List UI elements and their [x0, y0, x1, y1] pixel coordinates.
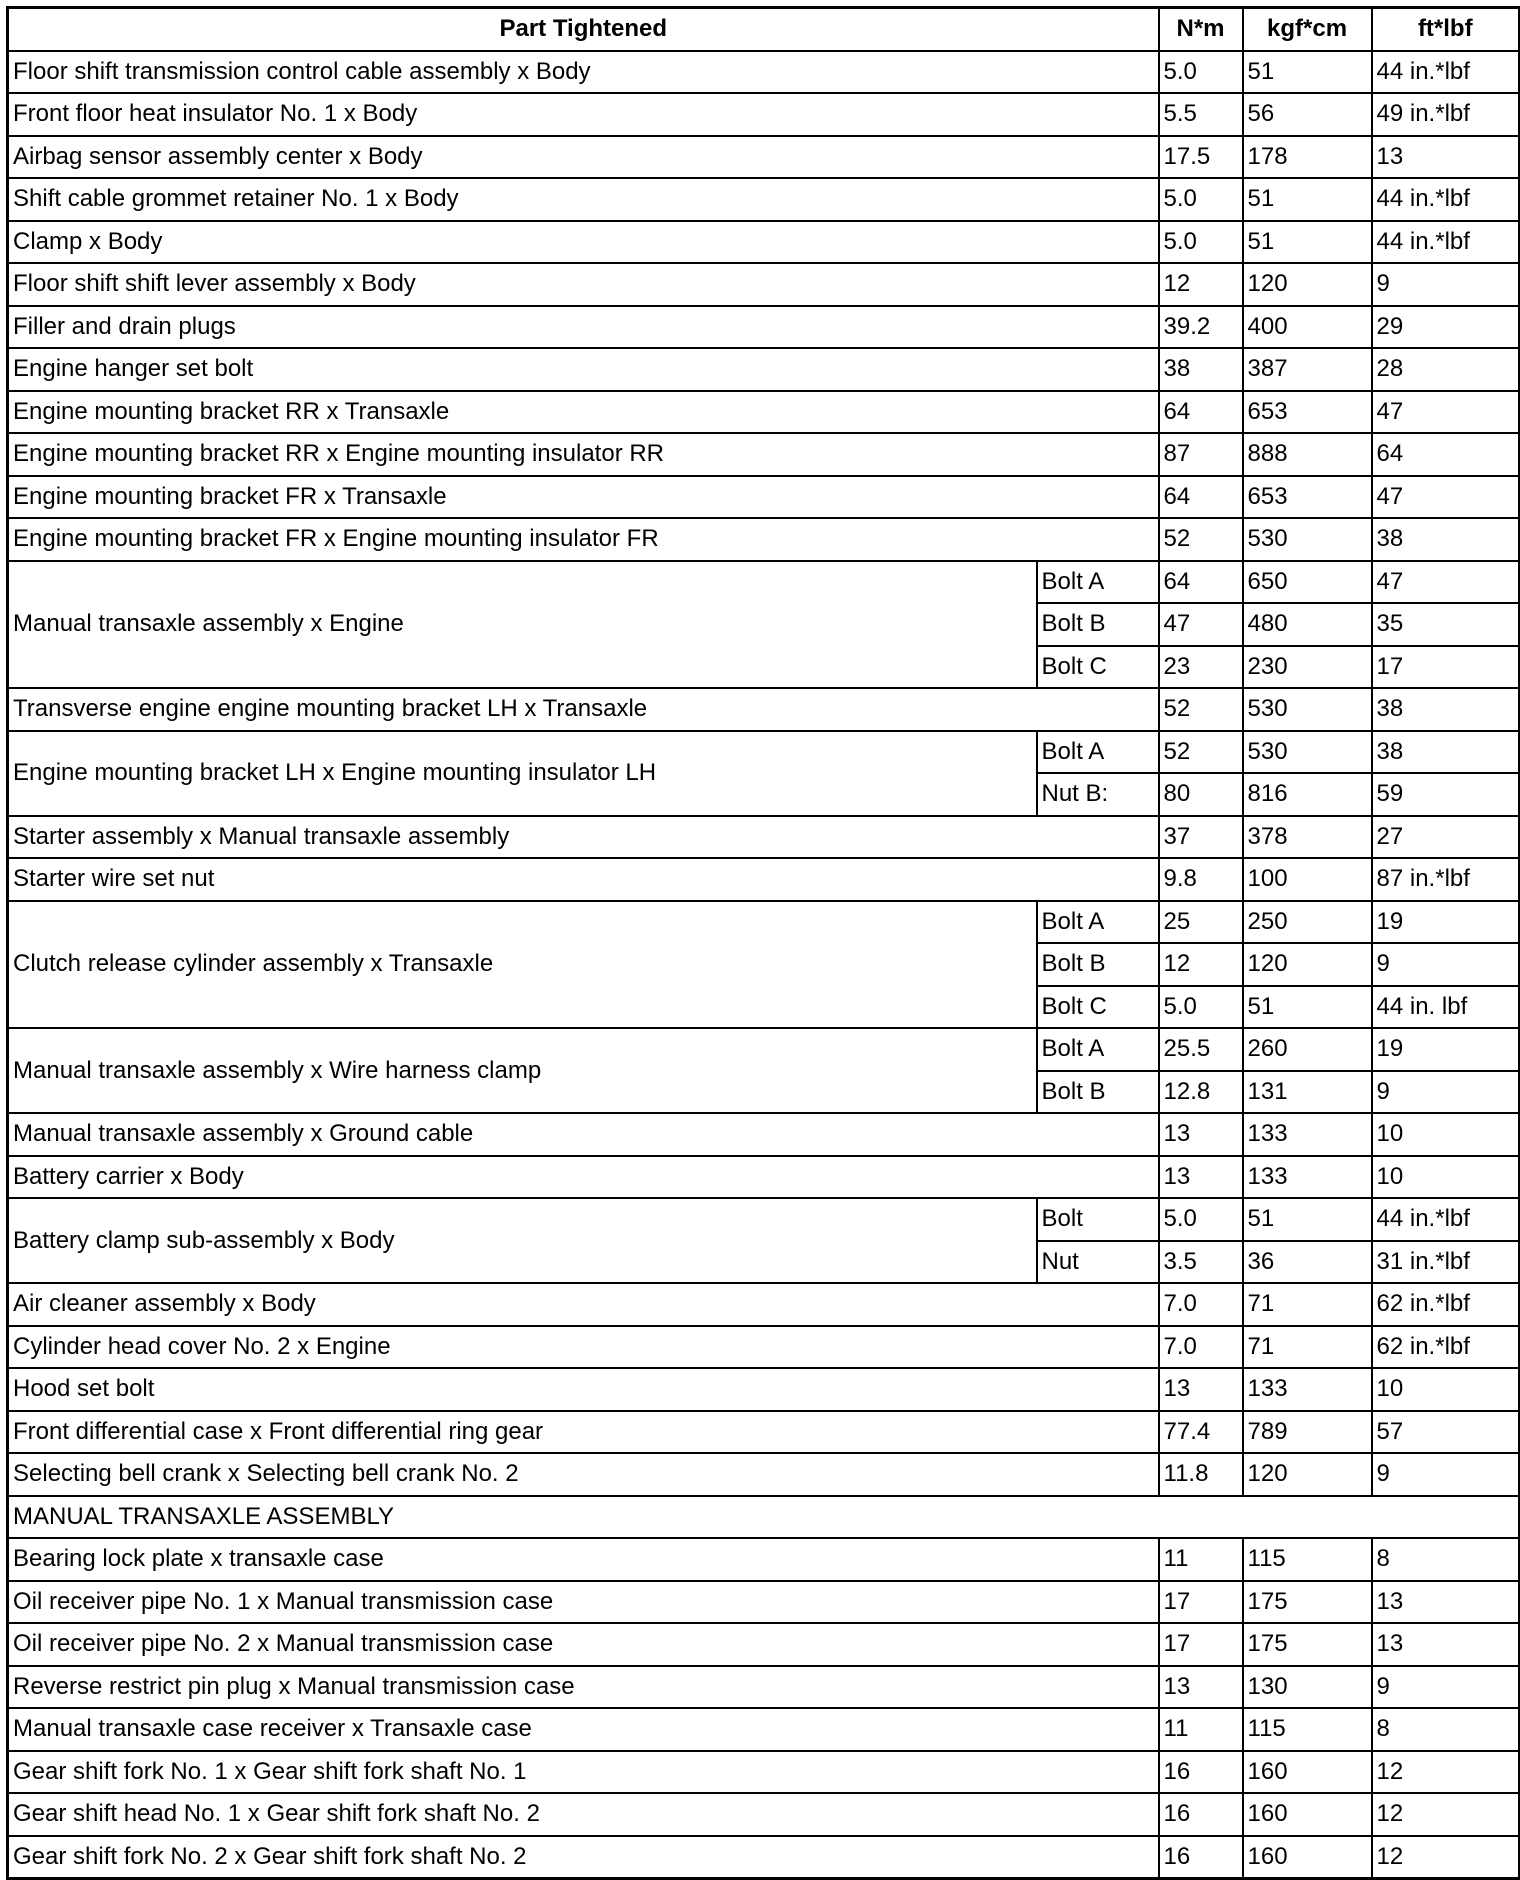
torque-ftlbf: 47 [1372, 391, 1520, 434]
part-name: Starter assembly x Manual transaxle assembly [8, 816, 1159, 859]
table-row [8, 221, 1520, 264]
torque-kgfcm: 160 [1243, 1836, 1372, 1879]
torque-ftlbf: 44 in.*lbf [1372, 1198, 1520, 1241]
part-name: Manual transaxle assembly x Wire harness clamp [8, 1028, 1037, 1113]
torque-ftlbf: 9 [1372, 263, 1520, 306]
torque-ftlbf: 64 [1372, 433, 1520, 476]
torque-kgfcm: 51 [1243, 986, 1372, 1029]
table-row [8, 93, 1520, 136]
fastener-label: Bolt [1037, 1198, 1159, 1241]
table-row [8, 1623, 1520, 1666]
part-name: Cylinder head cover No. 2 x Engine [8, 1326, 1159, 1369]
torque-nm: 16 [1159, 1836, 1243, 1879]
torque-kgfcm: 816 [1243, 773, 1372, 816]
table-row [8, 433, 1520, 476]
part-name: Battery clamp sub-assembly x Body [8, 1198, 1037, 1283]
torque-kgfcm: 530 [1243, 731, 1372, 774]
part-name: Clamp x Body [8, 221, 1159, 264]
part-name: Manual transaxle assembly x Engine [8, 561, 1037, 689]
torque-ftlbf: 44 in. lbf [1372, 986, 1520, 1029]
torque-kgfcm: 175 [1243, 1581, 1372, 1624]
part-name: Transverse engine engine mounting bracket LH x Transaxle [8, 688, 1159, 731]
table-row [8, 476, 1520, 519]
torque-ftlbf: 62 in.*lbf [1372, 1326, 1520, 1369]
table-row [8, 1326, 1520, 1369]
part-name: Battery carrier x Body [8, 1156, 1159, 1199]
header-nm: N*m [1159, 8, 1243, 51]
part-name: Gear shift fork No. 1 x Gear shift fork shaft No. 1 [8, 1751, 1159, 1794]
torque-ftlbf: 13 [1372, 136, 1520, 179]
torque-ftlbf: 49 in.*lbf [1372, 93, 1520, 136]
table-row [8, 1113, 1520, 1156]
torque-kgfcm: 133 [1243, 1156, 1372, 1199]
part-name: Front floor heat insulator No. 1 x Body [8, 93, 1159, 136]
torque-ftlbf: 10 [1372, 1113, 1520, 1156]
torque-ftlbf: 12 [1372, 1751, 1520, 1794]
torque-kgfcm: 133 [1243, 1113, 1372, 1156]
torque-kgfcm: 530 [1243, 688, 1372, 731]
torque-kgfcm: 120 [1243, 1453, 1372, 1496]
torque-nm: 9.8 [1159, 858, 1243, 901]
torque-nm: 16 [1159, 1751, 1243, 1794]
torque-nm: 38 [1159, 348, 1243, 391]
torque-nm: 12 [1159, 943, 1243, 986]
table-row [8, 51, 1520, 94]
table-row [8, 816, 1520, 859]
part-name: Engine mounting bracket FR x Transaxle [8, 476, 1159, 519]
torque-kgfcm: 160 [1243, 1793, 1372, 1836]
torque-nm: 5.0 [1159, 51, 1243, 94]
torque-nm: 47 [1159, 603, 1243, 646]
table-row [8, 1666, 1520, 1709]
torque-kgfcm: 133 [1243, 1368, 1372, 1411]
part-name: Bearing lock plate x transaxle case [8, 1538, 1159, 1581]
torque-ftlbf: 38 [1372, 731, 1520, 774]
table-row [8, 1581, 1520, 1624]
part-name: Starter wire set nut [8, 858, 1159, 901]
part-name: Engine mounting bracket FR x Engine mounting insulator FR [8, 518, 1159, 561]
torque-nm: 64 [1159, 391, 1243, 434]
torque-kgfcm: 650 [1243, 561, 1372, 604]
torque-nm: 17.5 [1159, 136, 1243, 179]
torque-ftlbf: 44 in.*lbf [1372, 221, 1520, 264]
torque-ftlbf: 10 [1372, 1156, 1520, 1199]
torque-kgfcm: 378 [1243, 816, 1372, 859]
torque-ftlbf: 10 [1372, 1368, 1520, 1411]
header-part: Part Tightened [8, 8, 1159, 51]
torque-nm: 13 [1159, 1666, 1243, 1709]
table-row [8, 731, 1520, 774]
torque-kgfcm: 400 [1243, 306, 1372, 349]
torque-nm: 5.0 [1159, 1198, 1243, 1241]
torque-nm: 11.8 [1159, 1453, 1243, 1496]
torque-nm: 64 [1159, 476, 1243, 519]
torque-kgfcm: 36 [1243, 1241, 1372, 1284]
torque-nm: 11 [1159, 1538, 1243, 1581]
part-name: Floor shift transmission control cable assembly x Body [8, 51, 1159, 94]
torque-kgfcm: 130 [1243, 1666, 1372, 1709]
table-row [8, 136, 1520, 179]
table-row [8, 1538, 1520, 1581]
torque-nm: 17 [1159, 1581, 1243, 1624]
torque-ftlbf: 27 [1372, 816, 1520, 859]
part-name: Manual transaxle assembly x Ground cable [8, 1113, 1159, 1156]
fastener-label: Bolt B [1037, 1071, 1159, 1114]
torque-ftlbf: 9 [1372, 1453, 1520, 1496]
part-name: Floor shift shift lever assembly x Body [8, 263, 1159, 306]
part-name: Clutch release cylinder assembly x Transaxle [8, 901, 1037, 1029]
torque-nm: 37 [1159, 816, 1243, 859]
torque-kgfcm: 131 [1243, 1071, 1372, 1114]
part-name: Engine mounting bracket RR x Engine mounting insulator RR [8, 433, 1159, 476]
table-row [8, 1453, 1520, 1496]
part-name: Gear shift fork No. 2 x Gear shift fork shaft No. 2 [8, 1836, 1159, 1879]
torque-nm: 12.8 [1159, 1071, 1243, 1114]
torque-ftlbf: 17 [1372, 646, 1520, 689]
torque-ftlbf: 38 [1372, 688, 1520, 731]
table-row [8, 901, 1520, 944]
part-name: Oil receiver pipe No. 1 x Manual transmission case [8, 1581, 1159, 1624]
part-name: Filler and drain plugs [8, 306, 1159, 349]
torque-kgfcm: 653 [1243, 391, 1372, 434]
torque-ftlbf: 57 [1372, 1411, 1520, 1454]
torque-kgfcm: 160 [1243, 1751, 1372, 1794]
torque-kgfcm: 888 [1243, 433, 1372, 476]
torque-ftlbf: 8 [1372, 1708, 1520, 1751]
torque-ftlbf: 44 in.*lbf [1372, 51, 1520, 94]
torque-ftlbf: 59 [1372, 773, 1520, 816]
torque-ftlbf: 9 [1372, 1666, 1520, 1709]
torque-nm: 64 [1159, 561, 1243, 604]
fastener-label: Nut B: [1037, 773, 1159, 816]
torque-nm: 17 [1159, 1623, 1243, 1666]
table-row [8, 1793, 1520, 1836]
section-row [8, 1496, 1520, 1539]
table-row [8, 348, 1520, 391]
torque-kgfcm: 178 [1243, 136, 1372, 179]
fastener-label: Bolt B [1037, 603, 1159, 646]
torque-nm: 87 [1159, 433, 1243, 476]
torque-kgfcm: 260 [1243, 1028, 1372, 1071]
torque-ftlbf: 13 [1372, 1623, 1520, 1666]
torque-ftlbf: 12 [1372, 1793, 1520, 1836]
torque-kgfcm: 51 [1243, 178, 1372, 221]
fastener-label: Nut [1037, 1241, 1159, 1284]
torque-nm: 16 [1159, 1793, 1243, 1836]
table-row [8, 1368, 1520, 1411]
fastener-label: Bolt C [1037, 986, 1159, 1029]
table-row [8, 1198, 1520, 1241]
table-row [8, 263, 1520, 306]
torque-nm: 25.5 [1159, 1028, 1243, 1071]
torque-kgfcm: 653 [1243, 476, 1372, 519]
torque-kgfcm: 789 [1243, 1411, 1372, 1454]
part-name: Manual transaxle case receiver x Transaxle case [8, 1708, 1159, 1751]
fastener-label: Bolt A [1037, 561, 1159, 604]
table-row [8, 178, 1520, 221]
torque-kgfcm: 230 [1243, 646, 1372, 689]
torque-nm: 7.0 [1159, 1283, 1243, 1326]
part-name: Airbag sensor assembly center x Body [8, 136, 1159, 179]
torque-nm: 13 [1159, 1368, 1243, 1411]
header-row [8, 8, 1520, 51]
torque-kgfcm: 100 [1243, 858, 1372, 901]
table-row [8, 1708, 1520, 1751]
part-name: Shift cable grommet retainer No. 1 x Body [8, 178, 1159, 221]
part-name: Hood set bolt [8, 1368, 1159, 1411]
torque-nm: 5.0 [1159, 178, 1243, 221]
header-kgf: kgf*cm [1243, 8, 1372, 51]
torque-nm: 52 [1159, 688, 1243, 731]
torque-nm: 3.5 [1159, 1241, 1243, 1284]
torque-kgfcm: 51 [1243, 51, 1372, 94]
table-row [8, 1751, 1520, 1794]
part-name: Engine mounting bracket RR x Transaxle [8, 391, 1159, 434]
torque-ftlbf: 9 [1372, 943, 1520, 986]
torque-nm: 23 [1159, 646, 1243, 689]
torque-ftlbf: 8 [1372, 1538, 1520, 1581]
table-row [8, 561, 1520, 604]
torque-ftlbf: 35 [1372, 603, 1520, 646]
torque-ftlbf: 47 [1372, 561, 1520, 604]
torque-nm: 13 [1159, 1113, 1243, 1156]
torque-nm: 5.0 [1159, 221, 1243, 264]
torque-spec-table [6, 6, 1520, 1880]
torque-kgfcm: 71 [1243, 1326, 1372, 1369]
torque-nm: 12 [1159, 263, 1243, 306]
torque-nm: 13 [1159, 1156, 1243, 1199]
part-name: Oil receiver pipe No. 2 x Manual transmission case [8, 1623, 1159, 1666]
torque-kgfcm: 250 [1243, 901, 1372, 944]
table-row [8, 858, 1520, 901]
torque-ftlbf: 31 in.*lbf [1372, 1241, 1520, 1284]
fastener-label: Bolt A [1037, 1028, 1159, 1071]
table-row [8, 391, 1520, 434]
torque-kgfcm: 51 [1243, 221, 1372, 264]
fastener-label: Bolt A [1037, 731, 1159, 774]
fastener-label: Bolt A [1037, 901, 1159, 944]
table-row [8, 1411, 1520, 1454]
part-name: Front differential case x Front differential ring gear [8, 1411, 1159, 1454]
part-name: Reverse restrict pin plug x Manual transmission case [8, 1666, 1159, 1709]
torque-nm: 80 [1159, 773, 1243, 816]
torque-kgfcm: 120 [1243, 943, 1372, 986]
torque-nm: 52 [1159, 518, 1243, 561]
torque-kgfcm: 115 [1243, 1708, 1372, 1751]
torque-ftlbf: 9 [1372, 1071, 1520, 1114]
part-name: Engine mounting bracket LH x Engine mounting insulator LH [8, 731, 1037, 816]
torque-kgfcm: 115 [1243, 1538, 1372, 1581]
torque-nm: 5.5 [1159, 93, 1243, 136]
table-row [8, 1156, 1520, 1199]
part-name: Gear shift head No. 1 x Gear shift fork shaft No. 2 [8, 1793, 1159, 1836]
table-row [8, 306, 1520, 349]
fastener-label: Bolt B [1037, 943, 1159, 986]
torque-ftlbf: 29 [1372, 306, 1520, 349]
torque-nm: 11 [1159, 1708, 1243, 1751]
torque-nm: 5.0 [1159, 986, 1243, 1029]
header-ft: ft*lbf [1372, 8, 1520, 51]
torque-kgfcm: 530 [1243, 518, 1372, 561]
torque-kgfcm: 56 [1243, 93, 1372, 136]
part-name: Engine hanger set bolt [8, 348, 1159, 391]
torque-ftlbf: 19 [1372, 901, 1520, 944]
table-row [8, 518, 1520, 561]
torque-ftlbf: 12 [1372, 1836, 1520, 1879]
part-name: Air cleaner assembly x Body [8, 1283, 1159, 1326]
table-row [8, 688, 1520, 731]
torque-nm: 25 [1159, 901, 1243, 944]
torque-ftlbf: 47 [1372, 476, 1520, 519]
torque-ftlbf: 62 in.*lbf [1372, 1283, 1520, 1326]
table-row [8, 1028, 1520, 1071]
part-name: Selecting bell crank x Selecting bell crank No. 2 [8, 1453, 1159, 1496]
torque-nm: 39.2 [1159, 306, 1243, 349]
table-row [8, 1283, 1520, 1326]
torque-kgfcm: 387 [1243, 348, 1372, 391]
torque-ftlbf: 19 [1372, 1028, 1520, 1071]
torque-ftlbf: 38 [1372, 518, 1520, 561]
torque-kgfcm: 480 [1243, 603, 1372, 646]
torque-nm: 77.4 [1159, 1411, 1243, 1454]
torque-nm: 7.0 [1159, 1326, 1243, 1369]
torque-ftlbf: 44 in.*lbf [1372, 178, 1520, 221]
torque-ftlbf: 87 in.*lbf [1372, 858, 1520, 901]
torque-ftlbf: 13 [1372, 1581, 1520, 1624]
fastener-label: Bolt C [1037, 646, 1159, 689]
torque-kgfcm: 120 [1243, 263, 1372, 306]
torque-nm: 52 [1159, 731, 1243, 774]
torque-kgfcm: 51 [1243, 1198, 1372, 1241]
table-row [8, 1836, 1520, 1879]
section-title: MANUAL TRANSAXLE ASSEMBLY [8, 1496, 1520, 1539]
torque-ftlbf: 28 [1372, 348, 1520, 391]
torque-kgfcm: 71 [1243, 1283, 1372, 1326]
torque-kgfcm: 175 [1243, 1623, 1372, 1666]
